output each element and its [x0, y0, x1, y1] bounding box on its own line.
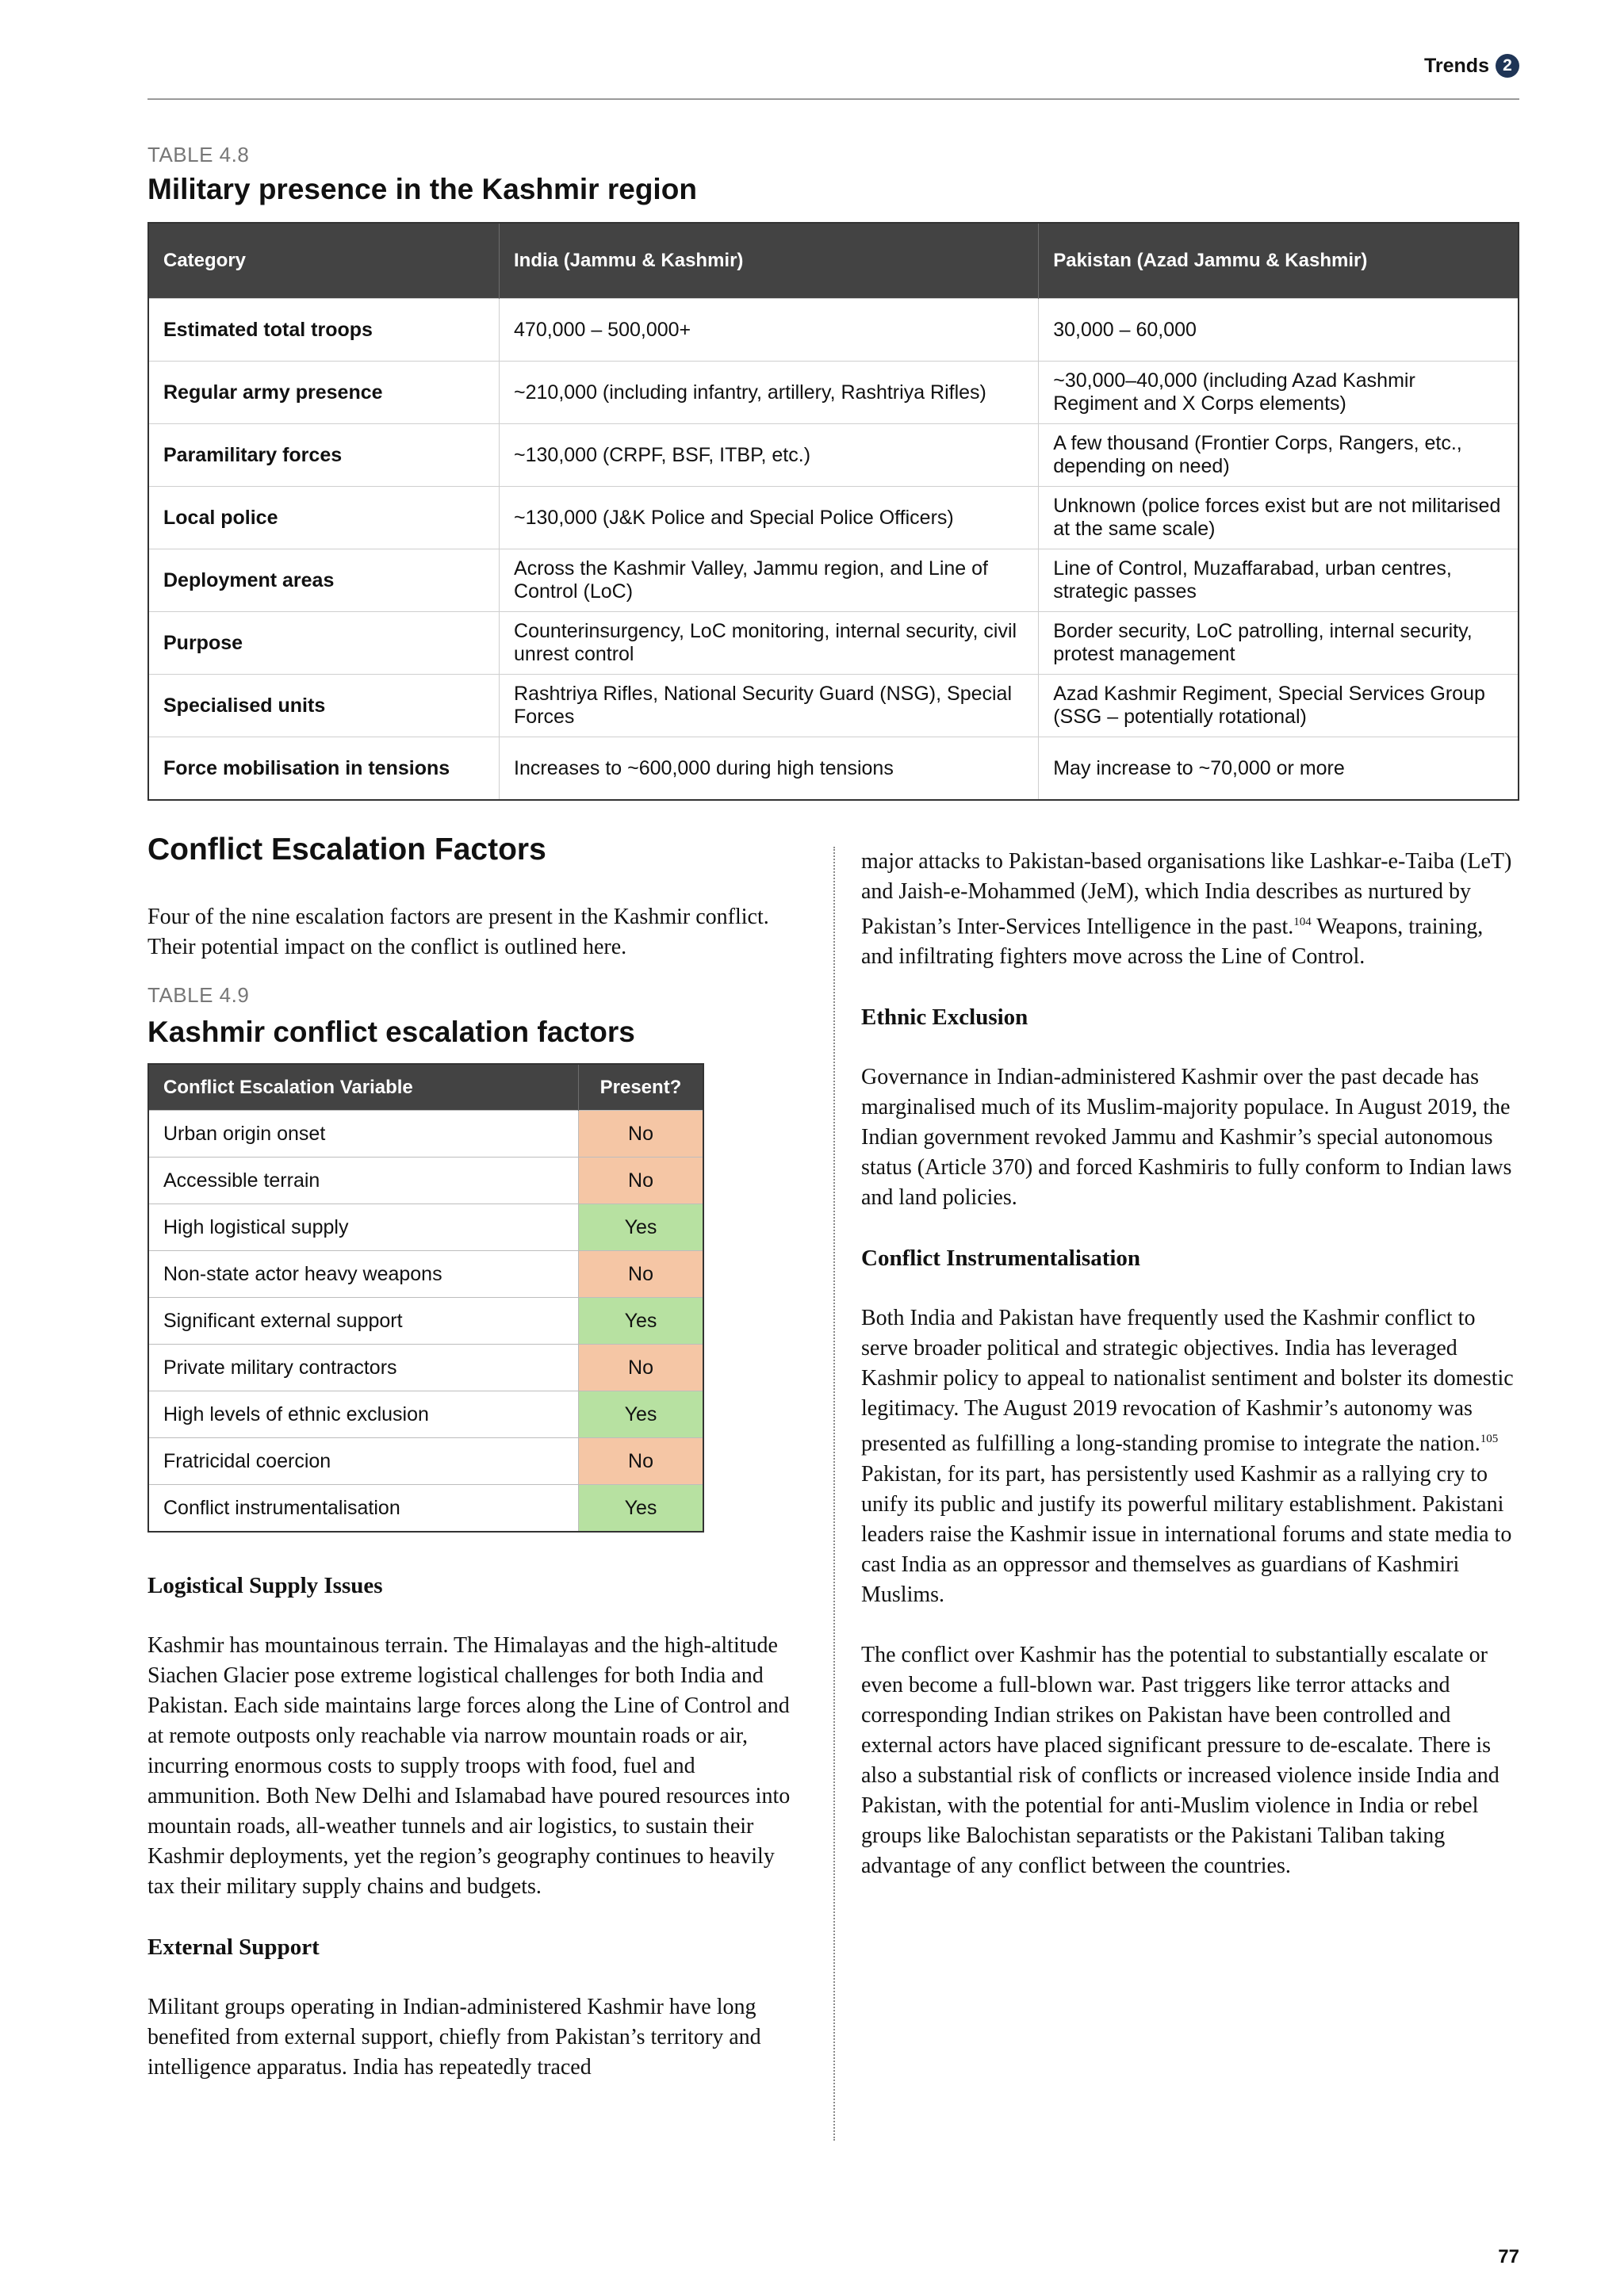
column-header: Pakistan (Azad Jammu & Kashmir) — [1039, 223, 1519, 299]
variable-cell: Significant external support — [148, 1298, 579, 1345]
paragraph-text: Weapons, training, and infiltrating fighters move across the Line of Control. — [861, 914, 1484, 970]
table-row — [148, 549, 1519, 612]
right-column — [861, 847, 1519, 1881]
category-cell: Specialised units — [148, 675, 500, 737]
section-heading: Conflict Escalation Factors — [147, 832, 546, 867]
table-header-row — [148, 1064, 703, 1111]
present-cell: Yes — [579, 1204, 704, 1251]
external-paragraph: Militant groups operating in Indian-administered Kashmir have long benefited from external support, chiefly from Pakistan’s territory and intelligence apparatus. India has repeatedly traced — [147, 1995, 761, 2080]
variable-cell: High levels of ethnic exclusion — [148, 1391, 579, 1438]
pakistan-cell: May increase to ~70,000 or more — [1039, 737, 1519, 801]
table-row — [148, 1438, 703, 1485]
india-cell: ~210,000 (including infantry, artillery, Rashtriya Rifles) — [500, 362, 1039, 424]
table-row — [148, 737, 1519, 801]
table-row — [148, 1391, 703, 1438]
variable-cell: Conflict instrumentalisation — [148, 1485, 579, 1533]
category-cell: Local police — [148, 487, 500, 549]
external-continued-paragraph — [861, 847, 1519, 972]
column-header: Conflict Escalation Variable — [148, 1064, 579, 1111]
india-cell: Rashtriya Rifles, National Security Guard (NSG), Special Forces — [500, 675, 1039, 737]
pakistan-cell: Unknown (police forces exist but are not militarised at the same scale) — [1039, 487, 1519, 549]
table-row — [148, 1204, 703, 1251]
ethnic-paragraph: Governance in Indian-administered Kashmir over the past decade has marginalised much of its Muslim-majority populace. In August 2019, the Indian government revoked Jammu and Kashmir’s special autonomous status (Article 370) and forced Kashmiris to fully conform to Indian laws and land policies. — [861, 1065, 1512, 1211]
present-cell: No — [579, 1345, 704, 1391]
variable-cell: Non-state actor heavy weapons — [148, 1251, 579, 1298]
category-cell: Deployment areas — [148, 549, 500, 612]
column-divider — [833, 847, 835, 2141]
india-cell: ~130,000 (J&K Police and Special Police Officers) — [500, 487, 1039, 549]
variable-cell: Accessible terrain — [148, 1158, 579, 1204]
footnote-ref: 104 — [1293, 916, 1312, 928]
table-4-8-title: Military presence in the Kashmir region — [147, 173, 697, 205]
ethnic-heading: Ethnic Exclusion — [861, 1004, 1028, 1031]
category-cell: Force mobilisation in tensions — [148, 737, 500, 801]
table-row — [148, 1345, 703, 1391]
present-cell: Yes — [579, 1485, 704, 1533]
variable-cell: Private military contractors — [148, 1345, 579, 1391]
variable-cell: High logistical supply — [148, 1204, 579, 1251]
military-presence-table — [147, 222, 1519, 801]
instrumentalisation-paragraph — [861, 1303, 1519, 1609]
pakistan-cell: Line of Control, Muzaffarabad, urban centres, strategic passes — [1039, 549, 1519, 612]
present-cell: No — [579, 1158, 704, 1204]
page-number: 77 — [1498, 2246, 1519, 2267]
pakistan-cell: Border security, LoC patrolling, internal security, protest management — [1039, 612, 1519, 675]
table-row — [148, 1485, 703, 1533]
header-section — [1424, 54, 1519, 78]
table-4-8-label: TABLE 4.8 — [147, 143, 250, 166]
india-cell: Increases to ~600,000 during high tensions — [500, 737, 1039, 801]
logistics-heading: Logistical Supply Issues — [147, 1573, 383, 1598]
section-name: Trends — [1424, 54, 1489, 77]
table-row — [148, 1298, 703, 1345]
paragraph-text: major attacks to Pakistan-based organisations like Lashkar-e-Taiba (LeT) and Jaish-e-Mohammed (JeM), which India describes as nurtured by Pakistan’s Inter-Services Intelligence in the past. — [861, 849, 1512, 939]
table-row — [148, 675, 1519, 737]
category-cell: Estimated total troops — [148, 299, 500, 362]
category-cell: Purpose — [148, 612, 500, 675]
left-column — [147, 832, 806, 2083]
logistics-paragraph: Kashmir has mountainous terrain. The Himalayas and the high-altitude Siachen Glacier pose extreme logistical challenges for both India and Pakistan. Each side maintains large forces along the Line of Control and at remote outposts only reachable via narrow mountain roads or air, incurring enormous costs to supply troops with food, fuel and ammunition. Both New Delhi and Islamabad have poured resources into mountain roads, all-weather tunnels and air logistics, to sustain their Kashmir deployments, yet the region’s geography continues to heavily tax their military supply chains and budgets. — [147, 1633, 791, 1899]
table-row — [148, 487, 1519, 549]
table-4-9-label: TABLE 4.9 — [147, 983, 250, 1007]
footnote-ref: 105 — [1480, 1433, 1499, 1446]
variable-cell: Fratricidal coercion — [148, 1438, 579, 1485]
india-cell: Counterinsurgency, LoC monitoring, internal security, civil unrest control — [500, 612, 1039, 675]
india-cell: Across the Kashmir Valley, Jammu region, and Line of Control (LoC) — [500, 549, 1039, 612]
column-header: India (Jammu & Kashmir) — [500, 223, 1039, 299]
column-header: Present? — [579, 1064, 704, 1111]
chapter-badge: 2 — [1496, 54, 1519, 78]
table-4-9-title: Kashmir conflict escalation factors — [147, 1016, 635, 1048]
present-cell: No — [579, 1111, 704, 1158]
present-cell: Yes — [579, 1391, 704, 1438]
external-heading: External Support — [147, 1934, 320, 1960]
pakistan-cell: A few thousand (Frontier Corps, Rangers, etc., depending on need) — [1039, 424, 1519, 487]
table-row — [148, 362, 1519, 424]
column-header: Category — [148, 223, 500, 299]
table-row — [148, 1251, 703, 1298]
category-cell: Paramilitary forces — [148, 424, 500, 487]
escalation-factors-table — [147, 1063, 704, 1533]
india-cell: 470,000 – 500,000+ — [500, 299, 1039, 362]
page-header — [147, 49, 1519, 100]
intro-paragraph: Four of the nine escalation factors are present in the Kashmir conflict. Their potential impact on the conflict is outlined here. — [147, 905, 769, 959]
paragraph-text: Pakistan, for its part, has persistently used Kashmir as a rallying cry to unify its public and justify its powerful military establishment. Pakistani leaders raise the Kashmir issue in international forums and state media to cast India as an oppressor and themselves as guardians of Kashmiri Muslims. — [861, 1461, 1512, 1607]
paragraph-text: Both India and Pakistan have frequently used the Kashmir conflict to serve broader political and strategic objectives. India has leveraged Kashmir policy to appeal to nationalist sentiment and bolster its domestic legitimacy. The August 2019 revocation of Kashmir’s autonomy was presented as fulfilling a long-standing promise to integrate the nation. — [861, 1306, 1514, 1456]
table-row — [148, 1111, 703, 1158]
closing-paragraph: The conflict over Kashmir has the potential to substantially escalate or even become a full-blown war. Past triggers like terror attacks and corresponding Indian strikes on Pakistan have been controlled and external actors have placed significant pressure to de-escalate. There is also a substantial risk of conflicts or increased violence inside India and Pakistan, with the potential for anti-Muslim violence in India or rebel groups like Balochistan separatists or the Pakistani Taliban taking advantage of any conflict between the countries. — [861, 1642, 1500, 1878]
table-row — [148, 612, 1519, 675]
pakistan-cell: 30,000 – 60,000 — [1039, 299, 1519, 362]
table-row — [148, 299, 1519, 362]
variable-cell: Urban origin onset — [148, 1111, 579, 1158]
table-row — [148, 1158, 703, 1204]
pakistan-cell: Azad Kashmir Regiment, Special Services Group (SSG – potentially rotational) — [1039, 675, 1519, 737]
table-row — [148, 424, 1519, 487]
pakistan-cell: ~30,000–40,000 (including Azad Kashmir Regiment and X Corps elements) — [1039, 362, 1519, 424]
present-cell: Yes — [579, 1298, 704, 1345]
instrumentalisation-heading: Conflict Instrumentalisation — [861, 1246, 1141, 1272]
india-cell: ~130,000 (CRPF, BSF, ITBP, etc.) — [500, 424, 1039, 487]
present-cell: No — [579, 1438, 704, 1485]
table-header-row — [148, 223, 1519, 299]
present-cell: No — [579, 1251, 704, 1298]
category-cell: Regular army presence — [148, 362, 500, 424]
